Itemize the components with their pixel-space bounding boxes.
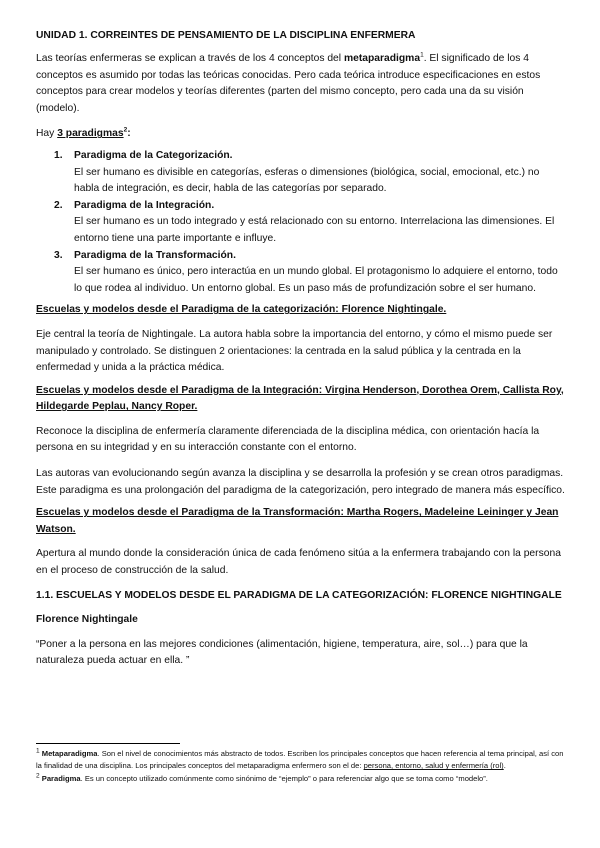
paradigms-intro [36,126,566,143]
paradigm-text: El ser humano es único, pero interactúa en un mundo global. El protagonismo lo adquiere el entorno, todo lo que rodea al individuo. Un entorno global. Es un paso más de profundización sobre el ser humano. [74,266,558,294]
section-text-transformacion: Apertura al mundo donde la consideración única de cada fenómeno sitúa a la enfermera trabajando con la persona en el proceso de construcción de la salud. [36,548,561,577]
footnote-number: 1 [36,747,40,755]
list-item [36,198,566,248]
footnote-ref-1[interactable]: 1 [420,51,424,59]
paradigm-title: Paradigma de la Transformación. [74,249,236,261]
footnote-ref-2[interactable]: 2 [123,126,128,134]
list-number: 3. [54,249,63,261]
hay-pre: Hay [36,128,58,140]
document-title: UNIDAD 1. CORREINTES DE PENSAMIENTO DE LA DISCIPLINA ENFERMERA [36,30,416,41]
footnote-1 [36,748,566,773]
subsection-heading: 1.1. ESCUELAS Y MODELOS DESDE EL PARADIGMA DE LA CATEGORIZACIÓN: FLORENCE NIGHTINGALE [36,589,562,601]
nightingale-quote: “Poner a la persona en las mejores condiciones (alimentación, higiene, temperatura, aire, sol…) para que la naturaleza pueda actuar en ella. ” [36,638,528,667]
section-text-categorizacion: Eje central la teoría de Nightingale. La autora habla sobre la importancia del entorno, y cómo el mismo puede ser manipulado y controlado. Se distinguen 2 orientaciones: la centrada en la salud pública y la centrada en la enfermedad y unida a la práctica médica. [36,328,553,374]
paradigm-text: El ser humano es divisible en categorías, esferas o dimensiones (biológica, social, emocional, etc.) no habla de integración, es decir, habla de las categorías por separado. [74,166,540,195]
section-heading-transformacion: Escuelas y modelos desde el Paradigma de la Transformación: Martha Rogers, Madeleine Leininger y Jean Watson. [36,507,559,535]
hay-post: : [127,128,131,140]
footnote-text: . Es un concepto utilizado comúnmente como sinónimo de “ejemplo” o para referenciar algo que se toma como “modelo”. [80,773,488,783]
footnotes [36,748,566,785]
intro-post: . El significado de los 4 conceptos es asumido por todas las teóricas conocidas. Pero cada teórica introduce especificaciones en estos conceptos para crear modelos y teorías diferentes (parten del mismo concepto, pero cada una da su visión (modelo). [36,53,541,114]
footnote-term: Metaparadigma [41,749,98,758]
footnote-separator [36,743,180,744]
footnote-number: 2 [36,772,40,780]
list-item [36,148,566,198]
footnote-text: . Son el nivel de conocimientos más abstracto de todos. Escriben los principales conceptos que hacen referencia al tema principal, así con la finalidad de una disciplina. Los principales conceptos del metaparadigma enfermero son el de: [36,749,564,771]
paradigm-title: Paradigma de la Integración. [74,199,215,211]
paradigm-title: Paradigma de la Categorización. [74,149,233,161]
section-heading-integracion: Escuelas y modelos desde el Paradigma de la Integración: Virgina Henderson, Dorothea Orem, Callista Roy, Hildegarde Peplau, Nancy Roper. [36,384,564,413]
metaparadigma-term: metaparadigma [343,53,421,64]
paradigm-list [36,148,566,297]
subsection-author: Florence Nightingale [36,614,138,626]
list-number: 2. [54,199,63,211]
section-text-integracion-1: Reconoce la disciplina de enfermería claramente diferenciada de la disciplina médica, con orientación hacía la persona en su integridad y en su interacción constante con el entorno. [36,425,540,454]
list-number: 1. [54,149,63,161]
list-item [36,248,566,298]
footnote-end: . [503,761,506,771]
paradigm-text: El ser humano es un todo integrado y está relacionado con su entorno. Interrelaciona las dimensiones. El entorno tiene una parte importante e influye. [74,216,555,244]
section-heading-categorizacion: Escuelas y modelos desde el Paradigma de la categorización: Florence Nightingale. [36,304,447,316]
footnote-concepts: persona, entorno, salud y enfermería (rol) [363,761,504,771]
footnote-term: Paradigma [41,773,81,783]
intro-pre: Las teorías enfermeras se explican a través de los 4 conceptos del [36,53,344,64]
footnote-2 [36,773,566,785]
paradigmas-term: 3 paradigmas [57,128,124,140]
intro-paragraph [36,51,566,117]
document-page [36,30,566,670]
section-text-integracion-2: Las autoras van evolucionando según avanza la disciplina y se desarrolla la profesión y se crean otros paradigmas. Este paradigma es una prolongación del paradigma de la categorización, pero integrado de manera más específico. [36,468,565,496]
